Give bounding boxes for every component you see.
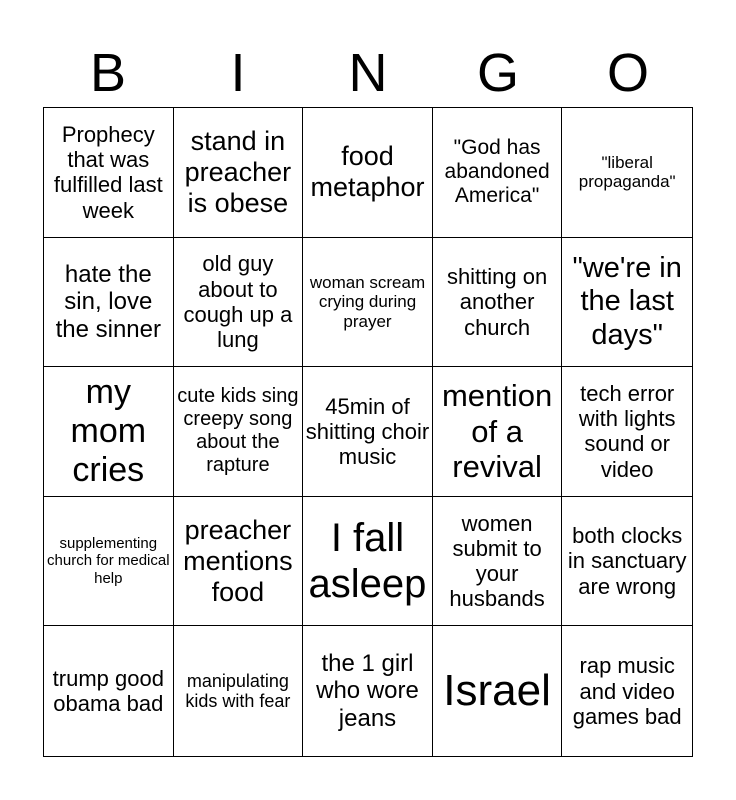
bingo-cell[interactable]	[562, 626, 692, 756]
bingo-cell-text: hate the sin, love the sinner	[55, 260, 161, 343]
bingo-cell[interactable]	[174, 497, 304, 627]
bingo-cell[interactable]	[44, 238, 174, 368]
bingo-cell-text: both clocks in sanctuary are wrong	[567, 523, 687, 599]
bingo-cell[interactable]	[44, 497, 174, 627]
header-letter-b: B	[89, 43, 127, 103]
bingo-cell-text: mention of a revival	[441, 378, 553, 485]
bingo-cell[interactable]	[433, 626, 563, 756]
bingo-cell-text: 45min of shitting choir music	[305, 393, 430, 470]
bingo-cell[interactable]	[562, 497, 692, 627]
bingo-cell-text: food metaphor	[310, 141, 425, 203]
bingo-cell-text: cute kids sing creepy song about the rapture	[177, 385, 299, 477]
bingo-cell-text: the 1 girl who wore jeans	[316, 649, 419, 732]
bingo-cell[interactable]	[174, 238, 304, 368]
bingo-cell-text: I fall asleep	[308, 516, 427, 607]
bingo-cell[interactable]	[44, 626, 174, 756]
bingo-cell-text: rap music and video games bad	[572, 653, 682, 729]
bingo-cell[interactable]	[303, 108, 433, 238]
bingo-cell[interactable]	[303, 367, 433, 497]
bingo-cell-text: woman scream crying during prayer	[309, 272, 426, 331]
bingo-cell-text: shitting on another church	[446, 263, 548, 340]
header-letter-n: N	[348, 43, 388, 103]
bingo-cell-text: stand in preacher is obese	[184, 125, 292, 218]
bingo-cell-text: tech error with lights sound or video	[578, 380, 676, 482]
bingo-cell-text: Israel	[443, 665, 551, 715]
bingo-cell[interactable]	[303, 497, 433, 627]
bingo-cell[interactable]	[303, 238, 433, 368]
bingo-cell-text: manipulating kids with fear	[185, 670, 291, 712]
bingo-cell[interactable]	[433, 238, 563, 368]
bingo-cell[interactable]	[562, 108, 692, 238]
bingo-cell[interactable]	[303, 626, 433, 756]
bingo-cell-text: trump good obama bad	[52, 665, 164, 717]
bingo-cell-text: supplementing church for medical help	[47, 535, 170, 587]
header-letter-g: G	[476, 43, 519, 103]
bingo-cell-text: old guy about to cough up a lung	[183, 251, 293, 353]
header-letter-i: I	[230, 43, 246, 103]
bingo-cell-text: women submit to your husbands	[449, 510, 545, 612]
bingo-board	[43, 107, 693, 757]
bingo-cell[interactable]	[44, 367, 174, 497]
bingo-cell-text: preacher mentions food	[183, 514, 293, 607]
bingo-cell[interactable]	[174, 108, 304, 238]
bingo-cell[interactable]	[433, 367, 563, 497]
bingo-cell[interactable]	[433, 108, 563, 238]
bingo-cell-text: my mom cries	[70, 372, 147, 490]
bingo-cell[interactable]	[433, 497, 563, 627]
bingo-cell[interactable]	[562, 238, 692, 368]
header-letter-o: O	[606, 43, 649, 103]
bingo-cell-text: Prophecy that was fulfilled last week	[53, 121, 163, 223]
bingo-cell-text: "God has abandoned America"	[444, 136, 550, 208]
bingo-cell[interactable]	[562, 367, 692, 497]
bingo-cell-text: "we're in the last days"	[572, 251, 682, 351]
bingo-cell-text: "liberal propaganda"	[578, 152, 676, 192]
bingo-cell[interactable]	[174, 367, 304, 497]
bingo-header	[43, 38, 693, 108]
bingo-cell[interactable]	[174, 626, 304, 756]
bingo-cell[interactable]	[44, 108, 174, 238]
